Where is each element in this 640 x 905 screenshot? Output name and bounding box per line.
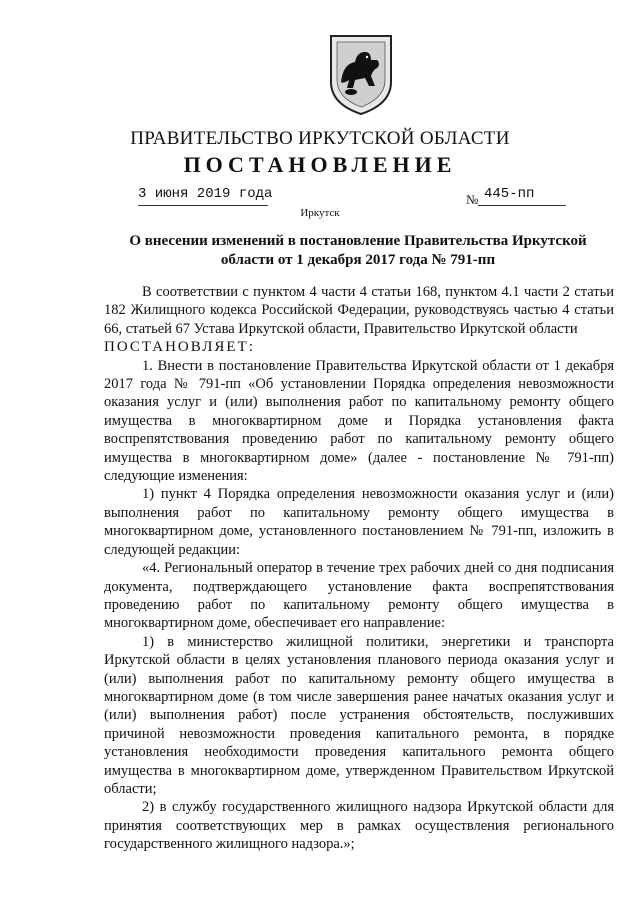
paragraph-item-1: 1. Внести в постановление Правительства Иркутской области от 1 декабря 2017 года № 791-пп «Об установлении Порядка определения невозможности оказания услуг и (или) выполнения работ по капитальному ремонту общего имущества в многоквартирном доме и Порядка установления факта воспрепятствования проведению работ по капитальному ремонту общего имущества в многоквартирном доме» (далее - постановление № 791-пп) следующие изменения: <box>104 357 614 485</box>
number-underline <box>478 205 566 206</box>
date-underline <box>138 205 268 206</box>
paragraph-preamble: В соответствии с пунктом 4 части 4 статьи 168, пунктом 4.1 части 2 статьи 182 Жилищного кодекса Российской Федерации, руководствуясь частью 4 статьи 66, статьей 67 Устава Иркутской области, Правительство Иркутской области <box>104 284 614 337</box>
paragraph-subitem-1: 1) пункт 4 Порядка определения невозможности оказания услуг и (или) выполнения работ по капитальному ремонту общего имущества в многоквартирном доме, установленного постановлением № 791-пп, изложить в следующей редакции: <box>104 486 614 558</box>
document-date: 3 июня 2019 года <box>138 186 273 202</box>
document-type: ПОСТАНОВЛЕНИЕ <box>183 152 457 177</box>
document-body <box>104 283 614 854</box>
document-number: 445-пп <box>484 186 535 202</box>
government-name: ПРАВИТЕЛЬСТВО ИРКУТСКОЙ ОБЛАСТИ <box>130 128 510 149</box>
decree-heading: ПОСТАНОВЛЯЕТ: <box>104 339 255 356</box>
paragraph-direction-1: 1) в министерство жилищной политики, энергетики и транспорта Иркутской области в целях установления планового периода оказания услуг и (или) выполнения работ по капитальному ремонту общего имущества в многоквартирном доме (в том числе завершения ранее начатых оказания услуг и (или) выполнения работ) после устранения обстоятельств, послуживших причиной невозможности проведения капитального ремонта, в порядке установления необходимости проведения капитального ремонта общего имущества в многоквартирном доме, утвержденном Правительством Иркутской области; <box>104 633 614 797</box>
paragraph-point-4: «4. Региональный оператор в течение трех рабочих дней со дня подписания документа, подтверждающего установление факта воспрепятствования проведению работ по капитальному ремонту общего имущества в многоквартирном доме, обеспечивает его направление: <box>104 560 614 632</box>
city: Иркутск <box>300 207 340 219</box>
coat-of-arms-icon <box>327 30 395 116</box>
paragraph-direction-2: 2) в службу государственного жилищного надзора Иркутской области для принятия соответствующих мер в рамках осуществления регионального государственного жилищного надзора.»; <box>104 799 614 853</box>
document-subject: О внесении изменений в постановление Правительства Иркутской области от 1 декабря 2017 года № 791-пп <box>129 233 587 268</box>
number-sign: № <box>466 192 479 207</box>
